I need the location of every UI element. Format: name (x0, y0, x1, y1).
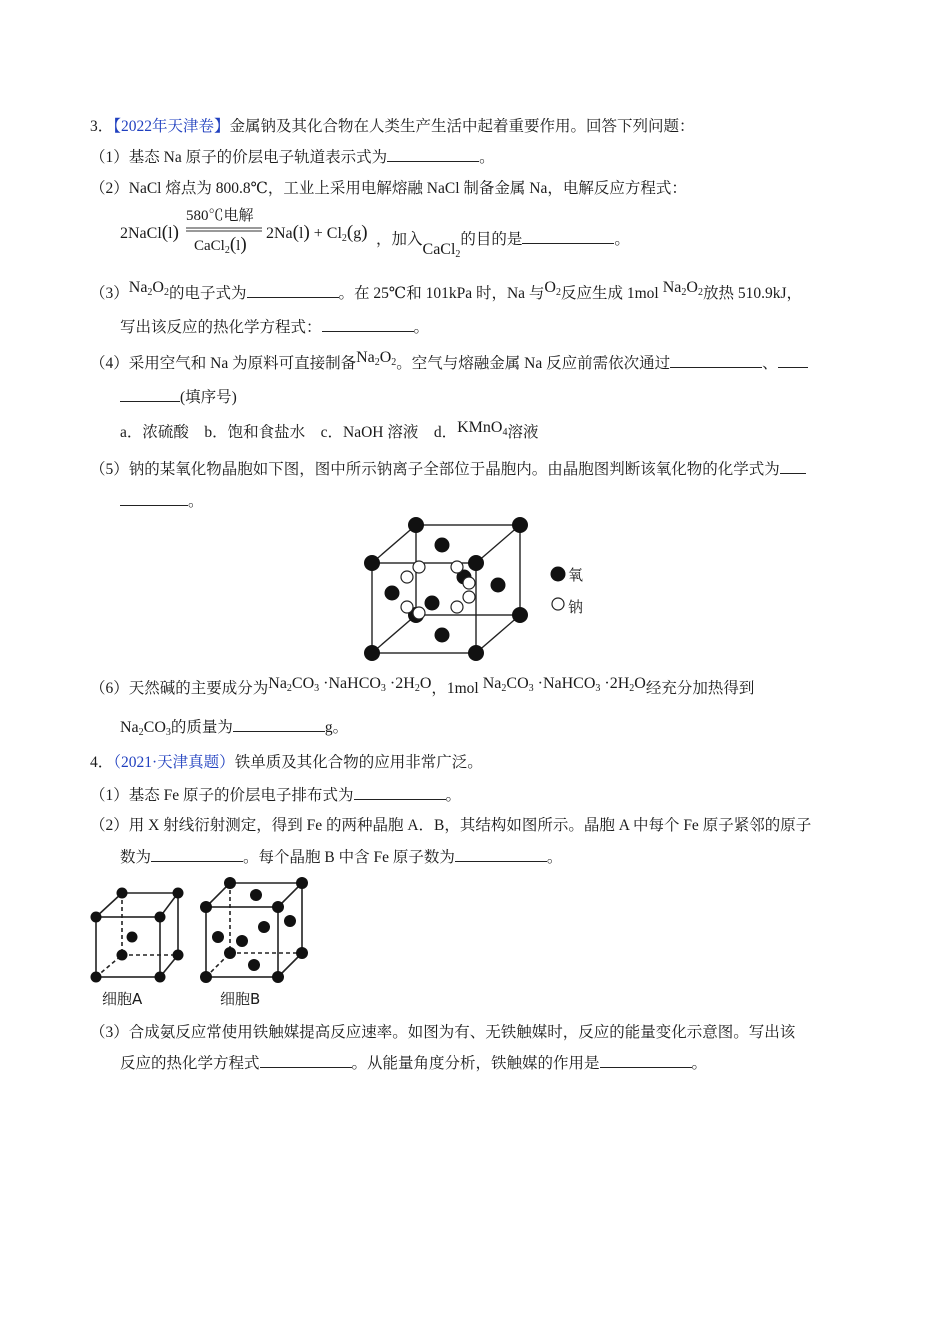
question-number: 4． (90, 754, 114, 771)
question-stem: 金属钠及其化合物在人类生产生活中起着重要作用。回答下列问题： (229, 118, 695, 135)
equals-sign-bars (186, 227, 264, 233)
reaction-condition-bottom: CaCl$_2$(l) (194, 234, 247, 256)
q3-part-2: （2）NaCl 熔点为 800.8℃，工业上采用电解熔融 NaCl 制备金属 Na，电解反应方程式： (90, 180, 687, 197)
legend-oxygen-label: 氧 (568, 566, 584, 584)
answer-blank[interactable] (778, 352, 808, 368)
unit-cell-b (198, 875, 310, 983)
q3-part-3-line2: 写出该反应的热化学方程式： 。 (120, 316, 429, 339)
source-tag: （2021·天津真题） (113, 754, 235, 771)
q4-part-1: （1）基态 Fe 原子的价层电子排布式为 。 (90, 784, 461, 807)
answer-blank[interactable] (387, 146, 479, 162)
answer-blank[interactable] (354, 784, 446, 800)
reaction-condition-top: 580℃电解 (186, 208, 254, 224)
answer-blank[interactable] (247, 282, 339, 298)
answer-blank[interactable] (151, 846, 243, 862)
answer-blank[interactable] (120, 490, 188, 506)
unit-cell-b-caption: 细胞B (220, 990, 261, 1008)
sodium-legend-icon (552, 598, 564, 610)
answer-blank[interactable] (455, 846, 547, 862)
answer-blank[interactable] (670, 352, 762, 368)
answer-blank[interactable] (600, 1052, 692, 1068)
unit-cell-a (88, 885, 188, 985)
q3-part-4: （4）采用空气和 Na 为原料可直接制备$Na_2O_2$。空气与熔融金属 Na 反应前需依次通过 、 (90, 352, 808, 380)
answer-blank[interactable] (780, 458, 806, 474)
electrolysis-equation: 2NaCl(l) (120, 222, 179, 243)
question-4-header (90, 752, 483, 774)
q3-part-4-line2: (填序号) (120, 386, 237, 409)
q4-part-2-line2: 数为 。每个晶胞 B 中含 Fe 原子数为 。 (120, 846, 562, 869)
answer-blank[interactable] (120, 386, 180, 402)
q3-part-6-line2: $Na_2CO_3$的质量为 g。 (120, 716, 348, 744)
q3-part-4-options: a．浓硫酸 b．饱和食盐水 c．NaOH 溶液 d．KMnO$_4$溶液 (120, 419, 539, 441)
q3-part-5-line2: 。 (120, 490, 204, 513)
unit-cell-a-caption: 细胞A (102, 990, 143, 1008)
q3-part-5: （5）钠的某氧化物晶胞如下图，图中所示钠离子全部位于晶胞内。由晶胞图判断该氧化物的化学式为 (90, 458, 806, 481)
answer-blank[interactable] (260, 1052, 352, 1068)
electrolysis-products: $2Na(l) + Cl_2(g)$ (266, 222, 368, 244)
q3-part-6: （6）天然碱的主要成分为$Na_2CO_3$ ·NaHCO$_3$ $\cdot 2H_2O$，1mol $Na_2CO_3$ ·NaHCO$_3$ $\cdot 2H_2O$经充分加热得到 (90, 675, 755, 697)
q3-part-3: $(3)Na_2O_2$的电子式为 。在 25℃和 101kPa 时，Na 与$O_2$反应生成 1mol $Na_2O_2$放热 510.9kJ， (90, 279, 802, 302)
question-3-header (90, 116, 695, 138)
question-stem: 铁单质及其化合物的应用非常广泛。 (234, 754, 483, 771)
q3-part-2-tail: ，加入CaCl$_2$的目的是 。 (376, 228, 630, 256)
legend-sodium-label: 钠 (568, 598, 584, 616)
oxygen-legend-icon (551, 567, 566, 582)
q3-part-1: （1）基态 Na 原子的价层电子轨道表示式为 。 (90, 146, 495, 169)
q4-part-3: （3）合成氨反应常使用铁触媒提高反应速率。如图为有、无铁触媒时，反应的能量变化示意图。写出该 (90, 1024, 796, 1041)
answer-blank[interactable] (322, 316, 414, 332)
question-number: 3． (90, 118, 114, 135)
source-tag: 【2022年天津卷】 (113, 118, 230, 135)
answer-blank[interactable] (522, 228, 614, 244)
sodium-oxide-unit-cell (360, 515, 600, 665)
q4-part-2: （2）用 X 射线衍射测定，得到 Fe 的两种晶胞 A．B，其结构如图所示。晶胞 A 中每个 Fe 原子紧邻的原子 (90, 817, 812, 834)
answer-blank[interactable] (233, 716, 325, 732)
q4-part-3-line2: 反应的热化学方程式 。从能量角度分析，铁触媒的作用是 。 (120, 1052, 707, 1075)
